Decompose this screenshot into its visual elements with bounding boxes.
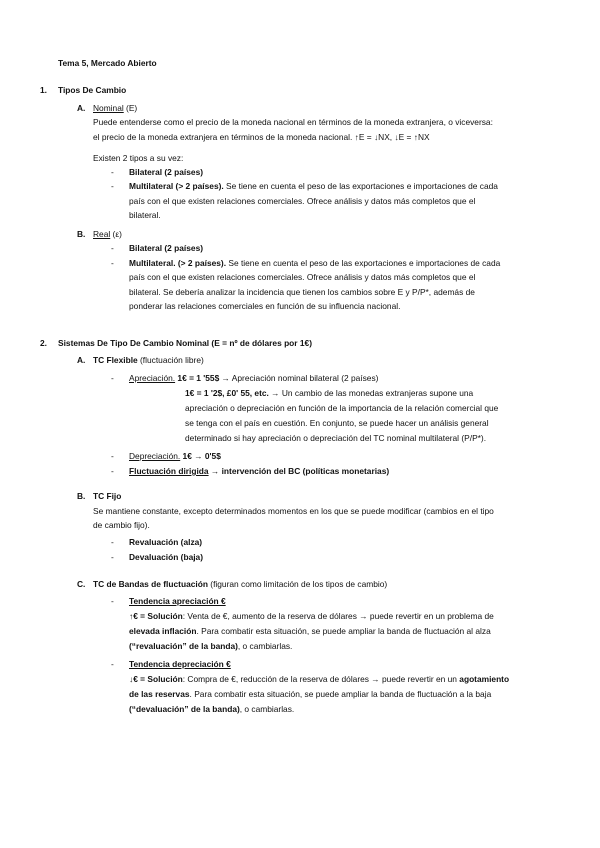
subsection-1a-letter: A. — [77, 103, 86, 113]
real-bilateral: Bilateral (2 países) — [129, 243, 204, 253]
bullet-dash: - — [111, 596, 114, 606]
nominal-types-intro: Existen 2 tipos a su vez: — [93, 153, 184, 163]
subsection-1b-letter: B. — [77, 229, 86, 239]
elevada-inflacion: elevada inflación — [129, 626, 197, 636]
depreciacion-label: Depreciación. — [129, 451, 181, 461]
bullet-dash: - — [111, 659, 114, 669]
tendencia-apreciacion-line-2 — [129, 624, 491, 639]
tc-flexible-label: TC Flexible — [93, 355, 138, 365]
tc-bandas-paren: (figuran como limitación de los tipos de cambio) — [207, 579, 388, 589]
tendencia-depreciacion-line-2 — [129, 687, 491, 702]
nominal-multilateral-line-3: bilateral. — [129, 210, 161, 220]
tendencia-apreciacion-text-1: : Venta de €, aumento de la reserva de dólares → puede revertir en un problema de — [182, 611, 494, 621]
tendencia-depreciacion-solucion: ↓€ = Solución — [129, 674, 183, 684]
nominal-definition-line-1: Puede entenderse como el precio de la moneda nacional en términos de la moneda extranjera, o viceversa: — [93, 117, 493, 127]
section-2-number: 2. — [40, 338, 47, 348]
apreciacion-label: Apreciación. — [129, 373, 176, 383]
real-multilateral-line-1 — [129, 256, 500, 271]
real-symbol: (ε) — [110, 229, 122, 239]
section-1-number: 1. — [40, 85, 47, 95]
revaluacion: Revaluación (alza) — [129, 537, 203, 547]
nominal-multilateral-line-2: país con el que existen relaciones comerciales. Ofrece análisis y datos más completos que el — [129, 196, 476, 206]
document-title: Tema 5, Mercado Abierto — [58, 58, 157, 68]
bullet-dash: - — [111, 373, 114, 383]
subsection-1a-heading — [93, 101, 137, 116]
real-multilateral-line-4: ponderar las relaciones comerciales en función de su influencia nacional. — [129, 301, 401, 311]
nominal-label: Nominal — [93, 103, 124, 113]
tc-fijo-line-1: Se mantiene constante, excepto determinados momentos en los que se puede modificar (cambios en el tipo — [93, 506, 494, 516]
multilateral-example-line-1 — [185, 386, 473, 401]
subsection-1b-heading — [93, 227, 122, 242]
bullet-dash: - — [111, 181, 114, 191]
real-multilateral-line-2: país con el que existen relaciones comerciales. Ofrece análisis y datos más completos que el — [129, 272, 476, 282]
devaluacion-banda: (“devaluación” de la banda) — [129, 704, 240, 714]
nominal-multilateral-line-1 — [129, 179, 498, 194]
tendencia-apreciacion-text-2: . Para combatir esta situación, se puede ampliar la banda de fluctuación al alza — [196, 626, 491, 636]
fluctuacion-dirigida-line — [129, 464, 389, 479]
de-las-reservas: de las reservas — [129, 689, 190, 699]
depreciacion-line — [129, 449, 221, 464]
nominal-multilateral-text: Se tiene en cuenta el peso de las exportaciones e importaciones de cada — [223, 181, 498, 191]
agotamiento: agotamiento — [456, 674, 510, 684]
subsection-2a-heading — [93, 353, 204, 368]
section-1-heading: Tipos De Cambio — [58, 85, 127, 95]
real-multilateral-label: Multilateral. (> 2 países). — [129, 258, 227, 268]
tendencia-depreciacion-text-3: , o cambiarlas. — [239, 704, 295, 714]
depreciacion-rate: 1€ → 0'5$ — [180, 451, 221, 461]
nominal-definition-line-2: el precio de la moneda extranjera en términos de la moneda nacional. ↑E = ↓NX, ↓E = ↑NX — [93, 132, 430, 142]
real-multilateral-line-3: bilateral. Se debería analizar la incidencia que tienen los cambios sobre E y P/P*, además de — [129, 287, 475, 297]
bullet-dash: - — [111, 537, 114, 547]
subsection-2a-letter: A. — [77, 355, 86, 365]
real-multilateral-text: Se tiene en cuenta el peso de las exportaciones e importaciones de cada — [226, 258, 501, 268]
apreciacion-rate: 1€ = 1 '55$ — [175, 373, 220, 383]
multilateral-example-line-3: se tenga con el país en cuestión. En conjunto, se puede hacer un análisis general — [185, 418, 489, 428]
tc-fijo-line-2: de cambio fijo). — [93, 520, 150, 530]
bullet-dash: - — [111, 167, 114, 177]
revaluacion-banda: (“revaluación” de la banda) — [129, 641, 238, 651]
tc-bandas-label: TC de Bandas de fluctuación — [93, 579, 208, 589]
subsection-2b-letter: B. — [77, 491, 86, 501]
multilateral-example-line-2: apreciación o depreciación en función de la importancia de la relación comercial que — [185, 403, 499, 413]
tendencia-depreciacion-title: Tendencia depreciación € — [129, 659, 231, 669]
tendencia-apreciacion-line-3 — [129, 639, 292, 654]
nominal-multilateral-label: Multilateral (> 2 países). — [129, 181, 224, 191]
tendencia-depreciacion-line-1 — [129, 672, 509, 687]
subsection-2c-letter: C. — [77, 579, 86, 589]
bullet-dash: - — [111, 243, 114, 253]
multilateral-example-text: → Un cambio de las monedas extranjeras supone una — [268, 388, 474, 398]
fluctuacion-dirigida-text: → intervención del BC (políticas monetarias) — [208, 466, 390, 476]
tendencia-depreciacion-line-3 — [129, 702, 294, 717]
tendencia-apreciacion-solucion: ↑€ = Solución — [129, 611, 183, 621]
fluctuacion-dirigida-label: Fluctuación dirigida — [129, 466, 209, 476]
section-2-heading: Sistemas De Tipo De Cambio Nominal (E = nº de dólares por 1€) — [58, 338, 312, 348]
real-label: Real — [93, 229, 111, 239]
bullet-dash: - — [111, 451, 114, 461]
tendencia-depreciacion-text-1: : Compra de €, reducción de la reserva de dólares → puede revertir en un — [182, 674, 457, 684]
tendencia-apreciacion-text-3: , o cambiarlas. — [237, 641, 293, 651]
tc-fijo-label: TC Fijo — [93, 491, 122, 501]
multilateral-example-rate: 1€ = 1 '2$, £0' 55, etc. — [185, 388, 269, 398]
tendencia-apreciacion-line-1 — [129, 609, 494, 624]
bullet-dash: - — [111, 258, 114, 268]
bullet-dash: - — [111, 466, 114, 476]
subsection-2c-heading — [93, 577, 387, 592]
apreciacion-line — [129, 371, 378, 386]
devaluacion: Devaluación (baja) — [129, 552, 204, 562]
multilateral-example-line-4: determinado si hay apreciación o depreciación del TC nominal multilateral (P/P*). — [185, 433, 487, 443]
nominal-bilateral: Bilateral (2 países) — [129, 167, 204, 177]
tendencia-apreciacion-title: Tendencia apreciación € — [129, 596, 226, 606]
nominal-symbol: (E) — [123, 103, 138, 113]
tc-flexible-paren: (fluctuación libre) — [137, 355, 204, 365]
bullet-dash: - — [111, 552, 114, 562]
apreciacion-text: → Apreciación nominal bilateral (2 países) — [219, 373, 379, 383]
tendencia-depreciacion-text-2: . Para combatir esta situación, se puede ampliar la banda de fluctuación a la baja — [189, 689, 492, 699]
